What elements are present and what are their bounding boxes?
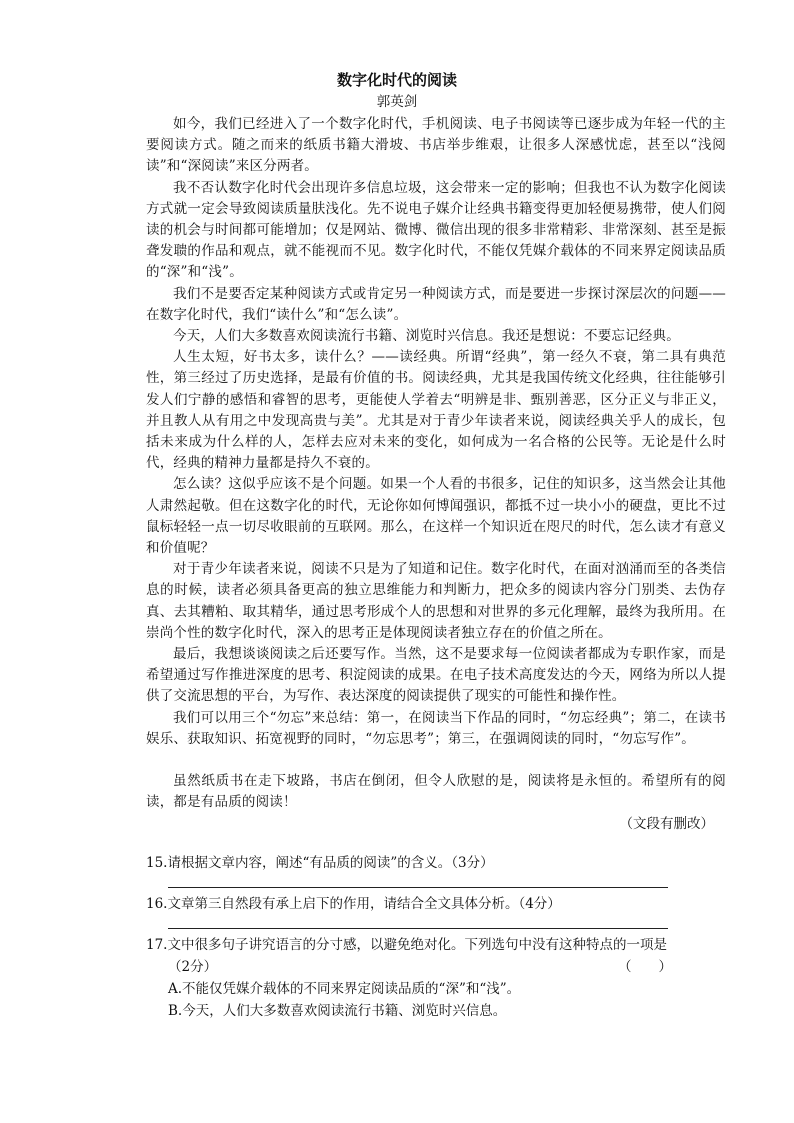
closing-paragraph: 虽然纸质书在走下坡路，书店在倒闭，但令人欣慰的是，阅读将是永恒的。希望所有的阅读，都是有品质的阅读！	[146, 773, 726, 811]
answer-bracket[interactable]: （ ）	[618, 959, 672, 975]
article-title: 数字化时代的阅读	[336, 71, 457, 89]
paragraph-7: 对于青少年读者来说，阅读不只是为了知道和记住。数字化时代，在面对汹涌而至的各类信息的时候，读者必须具备更高的独立思维能力和判断力，把众多的阅读内容分门别类、去伪存真、去其糟粕、取其精华，通过思考形成个人的思想和对世界的多元化理解，最终为我所用。在崇尚个性的数字化时代，深入的思考正是体现阅读者独立存在的价值之所在。	[146, 561, 726, 641]
questions-section	[146, 853, 726, 1022]
question-17-points: （2分）	[168, 959, 218, 975]
blank-line	[146, 750, 726, 771]
option-b[interactable]: B.今天，人们大多数喜欢阅读流行书籍、浏览时兴信息。	[168, 1003, 507, 1019]
paragraph-5: 人生太短，好书太多，读什么？——读经典。所谓“经典”，第一经久不衰，第二具有典范性，第三经过了历史选择，是最有价值的书。阅读经典，尤其是我国传统文化经典，往往能够引发人们宁静的感悟和睿智的思考，更能使人学着去“明辨是非、甄别善恶，区分正义与非正义，并且教人从有用之中发现高贵与美”。尤其是对于青少年读者来说，阅读经典关乎人的成长，包括未来成为什么样的人，怎样去应对未来的变化，如何成为一名合格的公民等。无论是什么时代，经典的精神力量都是持久不衰的。	[146, 349, 726, 472]
question-15: 15.请根据文章内容，阐述“有品质的阅读”的含义。（3分）	[146, 855, 494, 871]
paragraph-6: 怎么读？这似乎应该不是个问题。如果一个人看的书很多，记住的知识多，这当然会让其他人肃然起敬。但在这数字化的时代，无论你如何博闻强识，都抵不过一块小小的硬盘，更比不过鼠标轻轻一点一切尽收眼前的互联网。那么，在这样一个知识近在咫尺的时代，怎么读才有意义和价值呢？	[146, 476, 726, 557]
paragraph-2: 我不否认数字化时代会出现许多信息垃圾，这会带来一定的影响；但我也不认为数字化阅读方式就一定会导致阅读质量肤浅化。先不说电子媒介让经典书籍变得更加轻便易携带，使人们阅读的机会与时间都可能增加；仅是网站、微博、微信出现的很多非常精彩、非常深刻、甚至是振聋发聩的作品和观点，就不能视而不见。数字化时代，不能仅凭媒介载体的不同来界定阅读品质的“深”和“浅”。	[146, 179, 726, 281]
answer-line-15[interactable]	[168, 887, 668, 888]
option-a[interactable]: A.不能仅凭媒介载体的不同来界定阅读品质的“深”和“浅”。	[168, 981, 521, 997]
answer-line-16[interactable]	[168, 928, 668, 929]
question-17-meta	[146, 956, 726, 978]
question-16: 16.文章第三自然段有承上启下的作用，请结合全文具体分析。（4分）	[146, 896, 561, 912]
paragraph-4: 今天，人们大多数喜欢阅读流行书籍、浏览时兴信息。我还是想说：不要忘记经典。	[173, 328, 680, 345]
paragraph-8: 最后，我想谈谈阅读之后还要写作。当然，这不是要求每一位阅读者都成为专职作家，而是希望通过写作推进深度的思考、积淀阅读的成果。在电子技术高度发达的今天，网络为所以人提供了交流思想的平台，为写作、表达深度的阅读提供了现实的可能性和操作性。	[146, 646, 726, 705]
question-17-stem: 17.文中很多句子讲究语言的分寸感，以避免绝对化。下列选句中没有这种特点的一项是	[146, 937, 667, 953]
paragraph-1: 如今，我们已经进入了一个数字化时代，手机阅读、电子书阅读等已逐步成为年轻一代的主要阅读方式。随之而来的纸质书籍大滑坡、书店举步维艰，让很多人深感忧虑，甚至以“浅阅读”和“深阅读”来区分两者。	[146, 116, 726, 175]
paragraph-3: 我们不是要否定某种阅读方式或肯定另一种阅读方式，而是要进一步探讨深层次的问题——在数字化时代，我们“读什么”和“怎么读”。	[146, 285, 726, 323]
paragraph-9: 我们可以用三个“勿忘”来总结：第一，在阅读当下作品的同时，“勿忘经典”；第二，在读书娱乐、获取知识、拓宽视野的同时，“勿忘思考”；第三，在强调阅读的同时，“勿忘写作”。	[146, 709, 726, 747]
question-17	[146, 935, 726, 1022]
source-note: （文段有删改）	[619, 815, 714, 832]
article-body	[146, 114, 726, 835]
article-author: 郭英剑	[376, 94, 418, 110]
